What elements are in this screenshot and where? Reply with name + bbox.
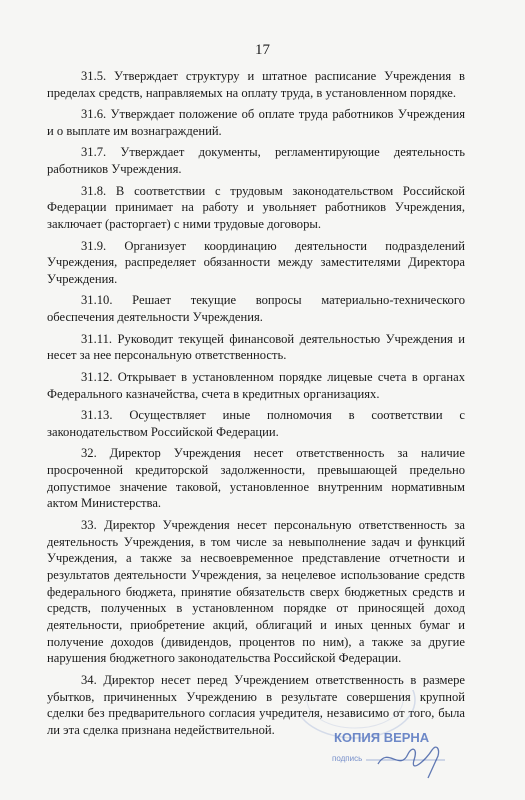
signature-mark (378, 747, 439, 778)
stamp-graphic (300, 690, 460, 790)
paragraph-33: 33. Директор Учреждения несет персональную ответственность за деятельность Учреждения, в том числе за невыполнение задач и функций Учреждения, а также за несвоевременное представление отчетности и результатов деятельности Учреждения, за нецелевое использование средств федерального бюджета, принятие обязательств сверх бюджетных средств и средств, полученных в установленном порядке от приносящей доход деятельности, приобретение акций, облигаций и иных ценных бумаг и получение доходов (дивидендов, процентов по ним), а также за другие нарушения бюджетного законодательства Российской Федерации. (47, 517, 465, 666)
paragraph-31-7: 31.7. Утверждает документы, регламентирующие деятельность работников Учреждения. (47, 145, 465, 177)
paragraph-31-10: 31.10. Решает текущие вопросы материально-технического обеспечения деятельности Учреждения. (47, 293, 465, 325)
copy-verified-stamp (300, 690, 460, 790)
paragraph-31-5: 31.5. Утверждает структуру и штатное расписание Учреждения в пределах средств, направляемых на оплату труда, в установленном порядке. (47, 69, 465, 100)
document-body (47, 68, 465, 744)
paragraph-34: 34. Директор несет перед Учреждением ответственность в размере убытков, причиненных Учреждению в результате совершения крупной сделки без предварительного согласия учредителя, независимо от того, была ли эта сделка признана недействительной. (47, 672, 465, 738)
paragraph-31-8: 31.8. В соответствии с трудовым законодательством Российской Федерации принимает на работу и увольняет работников Учреждения, заключает (расторгает) с ними трудовые договоры. (47, 183, 465, 232)
page-number: 17 (255, 42, 270, 58)
paragraph-32: 32. Директор Учреждения несет ответственность за наличие просроченной кредиторской задолженности, превышающей предельно допустимое значение таковой, установленное внутренним нормативным актом Министерства. (47, 446, 465, 511)
paragraph-31-9: 31.9. Организует координацию деятельности подразделений Учреждения, распределяет обязанности между заместителями Директора Учреждения. (47, 238, 465, 286)
paragraph-31-11: 31.11. Руководит текущей финансовой деятельностью Учреждения и несет за нее персональную ответственность. (47, 331, 465, 363)
paragraph-31-13: 31.13. Осуществляет иные полномочия в соответствии с законодательством Российской Федерации. (47, 408, 465, 439)
paragraph-31-12: 31.12. Открывает в установленном порядке лицевые счета в органах Федерального казначейства, счета в кредитных организациях. (47, 369, 465, 401)
stamp-title: КОПИЯ ВЕРНА (334, 730, 430, 745)
paragraph-31-6: 31.6. Утверждает положение об оплате труда работников Учреждения и о выплате им вознаграждений. (47, 107, 465, 138)
stamp-caption: подпись (332, 754, 363, 763)
